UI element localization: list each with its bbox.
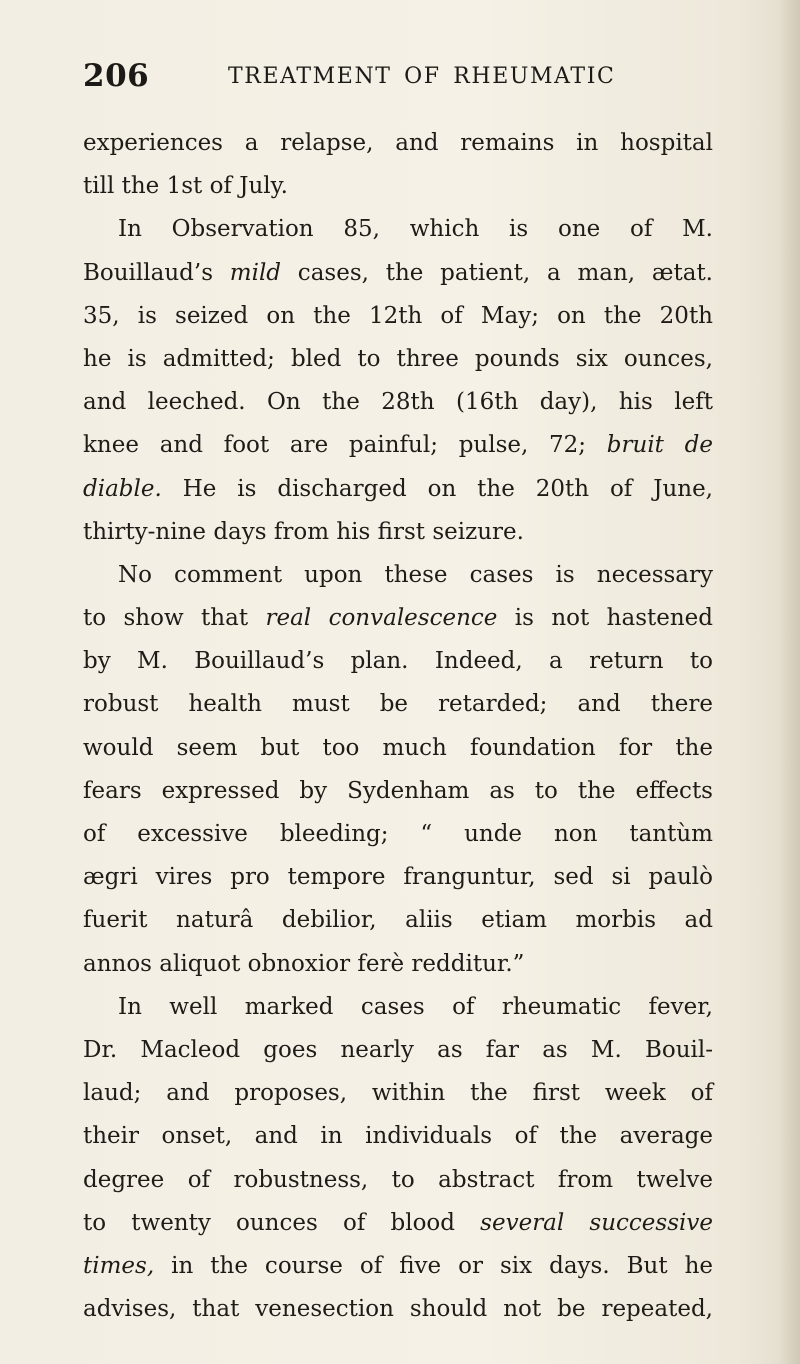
text-line (83, 554, 713, 597)
text-line (83, 856, 713, 899)
text-line (83, 597, 713, 640)
text-span: their onset, and in individuals of the average (83, 1123, 713, 1150)
text-line (83, 165, 713, 208)
text-line (83, 511, 713, 554)
text-span: by M. Bouillaud’s plan. Indeed, a return to (83, 648, 713, 675)
page-edge-shadow (778, 0, 800, 1364)
text-line (83, 252, 713, 295)
text-span: and leeched. On the 28th (16th day), his left (83, 389, 713, 416)
text-line (83, 295, 713, 338)
text-line (83, 468, 713, 511)
text-span: till the 1st of July. (83, 173, 288, 200)
italic-text: several successive (480, 1209, 713, 1236)
text-span: In well marked cases of rheumatic fever, (118, 993, 713, 1020)
text-line (83, 683, 713, 726)
text-line (83, 1115, 713, 1158)
text-line (83, 640, 713, 683)
text-span: would seem but too much foundation for the (83, 734, 713, 761)
text-span: thirty-nine days from his first seizure. (83, 518, 524, 545)
text-line (83, 1159, 713, 1202)
text-line (83, 986, 713, 1029)
text-span: fears expressed by Sydenham as to the effects (83, 777, 713, 804)
body-text (83, 122, 713, 1331)
page-header (83, 58, 703, 98)
text-line (83, 1072, 713, 1115)
text-span: he is admitted; bled to three pounds six ounces, (83, 345, 713, 372)
text-span: in the course of five or six days. But he (154, 1252, 713, 1279)
running-head: TREATMENT OF RHEUMATIC (228, 64, 616, 89)
text-span: No comment upon these cases is necessary (118, 561, 713, 588)
text-line (83, 1202, 713, 1245)
text-line (83, 813, 713, 856)
italic-text: real convalescence (265, 605, 498, 632)
text-span: cases, the patient, a man, ætat. (281, 259, 713, 286)
text-span: Bouillaud’s (83, 259, 230, 286)
text-line (83, 1029, 713, 1072)
text-line (83, 899, 713, 942)
text-span: robust health must be retarded; and there (83, 691, 713, 718)
text-span: knee and foot are painful; pulse, 72; (83, 432, 607, 459)
text-span: advises, that venesection should not be repeated, (83, 1296, 713, 1323)
text-line (83, 338, 713, 381)
text-span: He is discharged on the 20th of June, (161, 475, 713, 502)
italic-text: times, (83, 1252, 155, 1279)
page-number: 206 (83, 58, 150, 94)
text-span: to show that (83, 605, 266, 632)
italic-text: bruit de (606, 432, 713, 459)
text-span: is not hastened (497, 605, 714, 632)
text-line (83, 208, 713, 251)
text-span: annos aliquot obnoxior ferè redditur.” (83, 950, 525, 977)
text-span: ægri vires pro tempore franguntur, sed si paulò (83, 864, 713, 891)
italic-text: mild (229, 259, 282, 286)
text-line (83, 1288, 713, 1331)
text-span: 35, is seized on the 12th of May; on the 20th (83, 302, 713, 329)
text-line (83, 122, 713, 165)
text-line (83, 424, 713, 467)
text-span: to twenty ounces of blood (83, 1209, 481, 1236)
text-span: Dr. Macleod goes nearly as far as M. Bouil- (83, 1036, 713, 1063)
text-span: degree of robustness, to abstract from twelve (83, 1166, 713, 1193)
text-span: of excessive bleeding; “ unde non tantùm (83, 821, 713, 847)
text-span: experiences a relapse, and remains in hospital (83, 130, 713, 156)
italic-text: diable. (83, 475, 162, 502)
text-line (83, 1245, 713, 1288)
text-span: fuerit naturâ debilior, aliis etiam morbis ad (83, 907, 713, 934)
text-span: laud; and proposes, within the first week of (83, 1080, 713, 1107)
text-line (83, 381, 713, 424)
text-line (83, 770, 713, 813)
text-line (83, 727, 713, 770)
text-span: In Observation 85, which is one of M. (118, 216, 713, 243)
text-line (83, 943, 713, 986)
